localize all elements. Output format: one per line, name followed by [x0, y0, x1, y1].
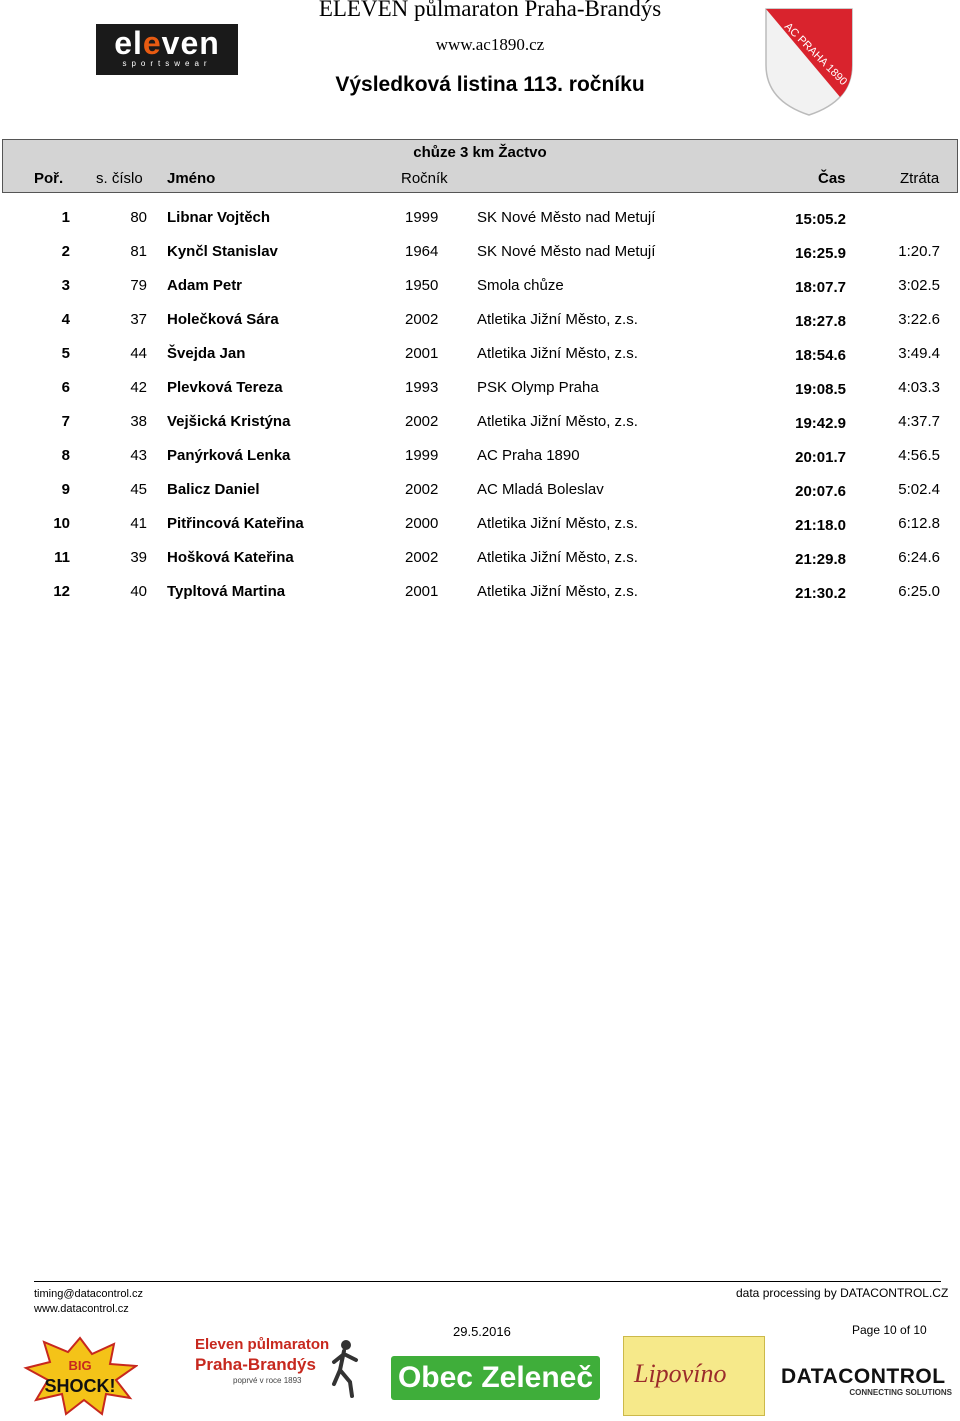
- cell-gap: 4:03.3: [898, 379, 940, 396]
- cell-rank: 10: [53, 515, 70, 532]
- cell-year: 2000: [405, 515, 439, 532]
- cell-name: Panýrková Lenka: [167, 447, 291, 464]
- cell-time: 18:07.7: [795, 279, 846, 296]
- event-url: www.ac1890.cz: [435, 35, 545, 54]
- big-shock-text-bottom: SHOCK!: [44, 1376, 116, 1396]
- cell-club: Atletika Jižní Město, z.s.: [477, 549, 638, 566]
- cell-club: Atletika Jižní Město, z.s.: [477, 345, 638, 362]
- cell-name: Pitřincová Kateřina: [167, 515, 304, 532]
- cell-year: 1999: [405, 209, 439, 226]
- cell-time: 15:05.2: [795, 211, 846, 228]
- cell-year: 2002: [405, 311, 439, 328]
- cell-rank: 11: [54, 549, 70, 566]
- cell-rank: 3: [61, 277, 70, 294]
- cell-year: 2002: [405, 481, 439, 498]
- table-row: [0, 583, 960, 603]
- cell-gap: 6:12.8: [898, 515, 940, 532]
- cell-time: 20:01.7: [795, 449, 846, 466]
- cell-bib: 45: [130, 481, 147, 498]
- cell-name: Typltová Martina: [167, 583, 286, 600]
- table-row: [0, 277, 960, 297]
- cell-club: Atletika Jižní Město, z.s.: [477, 515, 638, 532]
- cell-rank: 9: [61, 481, 70, 498]
- cell-gap: 3:02.5: [898, 277, 940, 294]
- cell-bib: 79: [130, 277, 147, 294]
- cell-rank: 5: [61, 345, 70, 362]
- cell-rank: 1: [61, 209, 70, 226]
- table-row: [0, 515, 960, 535]
- cell-name: Balicz Daniel: [167, 481, 260, 498]
- cell-gap: 3:49.4: [898, 345, 940, 362]
- eleven-logo-line2: Praha-Brandýs: [195, 1355, 316, 1374]
- cell-time: 21:30.2: [795, 585, 846, 602]
- cell-club: Smola chůze: [477, 277, 564, 294]
- cell-bib: 42: [130, 379, 147, 396]
- table-row: [0, 243, 960, 263]
- table-row: [0, 481, 960, 501]
- cell-year: 2002: [405, 549, 439, 566]
- table-row: [0, 379, 960, 399]
- cell-club: Atletika Jižní Město, z.s.: [477, 583, 638, 600]
- col-header-bib: s. číslo: [96, 170, 143, 187]
- cell-bib: 81: [130, 243, 147, 260]
- table-row: [0, 413, 960, 433]
- cell-name: Libnar Vojtěch: [167, 209, 271, 226]
- cell-time: 19:08.5: [795, 381, 846, 398]
- cell-time: 18:27.8: [795, 313, 846, 330]
- col-header-year: Ročník: [401, 170, 448, 187]
- cell-bib: 38: [130, 413, 147, 430]
- cell-bib: 41: [130, 515, 147, 532]
- cell-gap: 6:25.0: [898, 583, 940, 600]
- cell-name: Kynčl Stanislav: [167, 243, 278, 260]
- eleven-logo-line1: Eleven půlmaraton: [195, 1336, 330, 1353]
- cell-club: SK Nové Město nad Metují: [477, 209, 656, 226]
- cell-year: 1999: [405, 447, 439, 464]
- cell-rank: 7: [61, 413, 70, 430]
- cell-club: AC Mladá Boleslav: [477, 481, 604, 498]
- cell-name: Hošková Kateřina: [167, 549, 294, 566]
- table-row: [0, 345, 960, 365]
- cell-rank: 6: [61, 379, 70, 396]
- obec-zelenec-logo: [391, 1356, 600, 1400]
- lipovino-logo: [623, 1336, 765, 1416]
- eleven-logo-line3: poprvé v roce 1893: [233, 1376, 302, 1385]
- cell-year: 1964: [405, 243, 439, 260]
- cell-club: Atletika Jižní Město, z.s.: [477, 413, 638, 430]
- cell-gap: 4:56.5: [898, 447, 940, 464]
- cell-bib: 80: [130, 209, 147, 226]
- col-header-rank: Poř.: [34, 170, 64, 187]
- footer-website: www.datacontrol.cz: [34, 1303, 129, 1315]
- cell-club: AC Praha 1890: [477, 447, 580, 464]
- cell-gap: 4:37.7: [898, 413, 940, 430]
- col-header-time: Čas: [818, 170, 846, 187]
- col-header-name: Jméno: [167, 170, 216, 187]
- cell-rank: 4: [61, 311, 70, 328]
- datacontrol-logo: [781, 1366, 956, 1406]
- big-shock-text-top: BIG: [68, 1358, 92, 1373]
- eleven-pulmaraton-logo: [195, 1336, 363, 1416]
- cell-time: 21:29.8: [795, 551, 846, 568]
- obec-zelenec-text: Obec Zeleneč: [397, 1361, 594, 1394]
- cell-year: 1993: [405, 379, 439, 396]
- table-row: [0, 549, 960, 569]
- cell-time: 18:54.6: [795, 347, 846, 364]
- cell-year: 1950: [405, 277, 439, 294]
- col-header-gap: Ztráta: [900, 170, 940, 187]
- list-title: Výsledková listina 113. ročníku: [335, 73, 645, 96]
- cell-bib: 44: [130, 345, 147, 362]
- footer-page: Page 10 of 10: [852, 1323, 927, 1337]
- runner-icon: [330, 1338, 360, 1398]
- cell-gap: 6:24.6: [898, 549, 940, 566]
- svg-text:AC PRAHA 1890: AC PRAHA 1890: [781, 20, 850, 88]
- footer-processing: data processing by DATACONTROL.CZ: [736, 1286, 949, 1300]
- table-row: [0, 311, 960, 331]
- category-title: chůze 3 km Žactvo: [413, 144, 547, 161]
- cell-rank: 2: [61, 243, 70, 260]
- footer-divider: [34, 1281, 941, 1282]
- cell-year: 2001: [405, 345, 439, 362]
- cell-bib: 40: [130, 583, 147, 600]
- cell-gap: 1:20.7: [898, 243, 940, 260]
- cell-year: 2002: [405, 413, 439, 430]
- cell-club: PSK Olymp Praha: [477, 379, 599, 396]
- cell-rank: 8: [61, 447, 70, 464]
- lipovino-text: Lipovíno: [634, 1359, 727, 1388]
- cell-name: Plevková Tereza: [167, 379, 283, 396]
- cell-bib: 39: [130, 549, 147, 566]
- cell-club: Atletika Jižní Město, z.s.: [477, 311, 638, 328]
- ac-praha-logo: [760, 5, 856, 117]
- datacontrol-logo-text: DATACONTROL: [781, 1365, 946, 1388]
- cell-bib: 43: [130, 447, 147, 464]
- event-title: ELEVEN půlmaraton Praha-Brandýs: [318, 0, 662, 21]
- cell-club: SK Nové Město nad Metují: [477, 243, 656, 260]
- table-row: [0, 447, 960, 467]
- cell-bib: 37: [130, 311, 147, 328]
- cell-name: Adam Petr: [167, 277, 243, 294]
- datacontrol-logo-sub: CONNECTING SOLUTIONS: [849, 1388, 952, 1397]
- cell-name: Vejšická Kristýna: [167, 413, 291, 430]
- table-row: [0, 209, 960, 229]
- cell-name: Švejda Jan: [167, 345, 246, 362]
- cell-name: Holečková Sára: [167, 311, 279, 328]
- footer-email: timing@datacontrol.cz: [34, 1288, 143, 1300]
- cell-gap: 5:02.4: [898, 481, 940, 498]
- cell-time: 20:07.6: [795, 483, 846, 500]
- cell-time: 21:18.0: [795, 517, 846, 534]
- cell-rank: 12: [53, 583, 70, 600]
- footer-date: 29.5.2016: [453, 1324, 511, 1339]
- eleven-logo: eleven sportswear: [96, 24, 238, 75]
- cell-year: 2001: [405, 583, 439, 600]
- cell-gap: 3:22.6: [898, 311, 940, 328]
- big-shock-logo: [22, 1336, 138, 1416]
- cell-time: 16:25.9: [795, 245, 846, 262]
- cell-time: 19:42.9: [795, 415, 846, 432]
